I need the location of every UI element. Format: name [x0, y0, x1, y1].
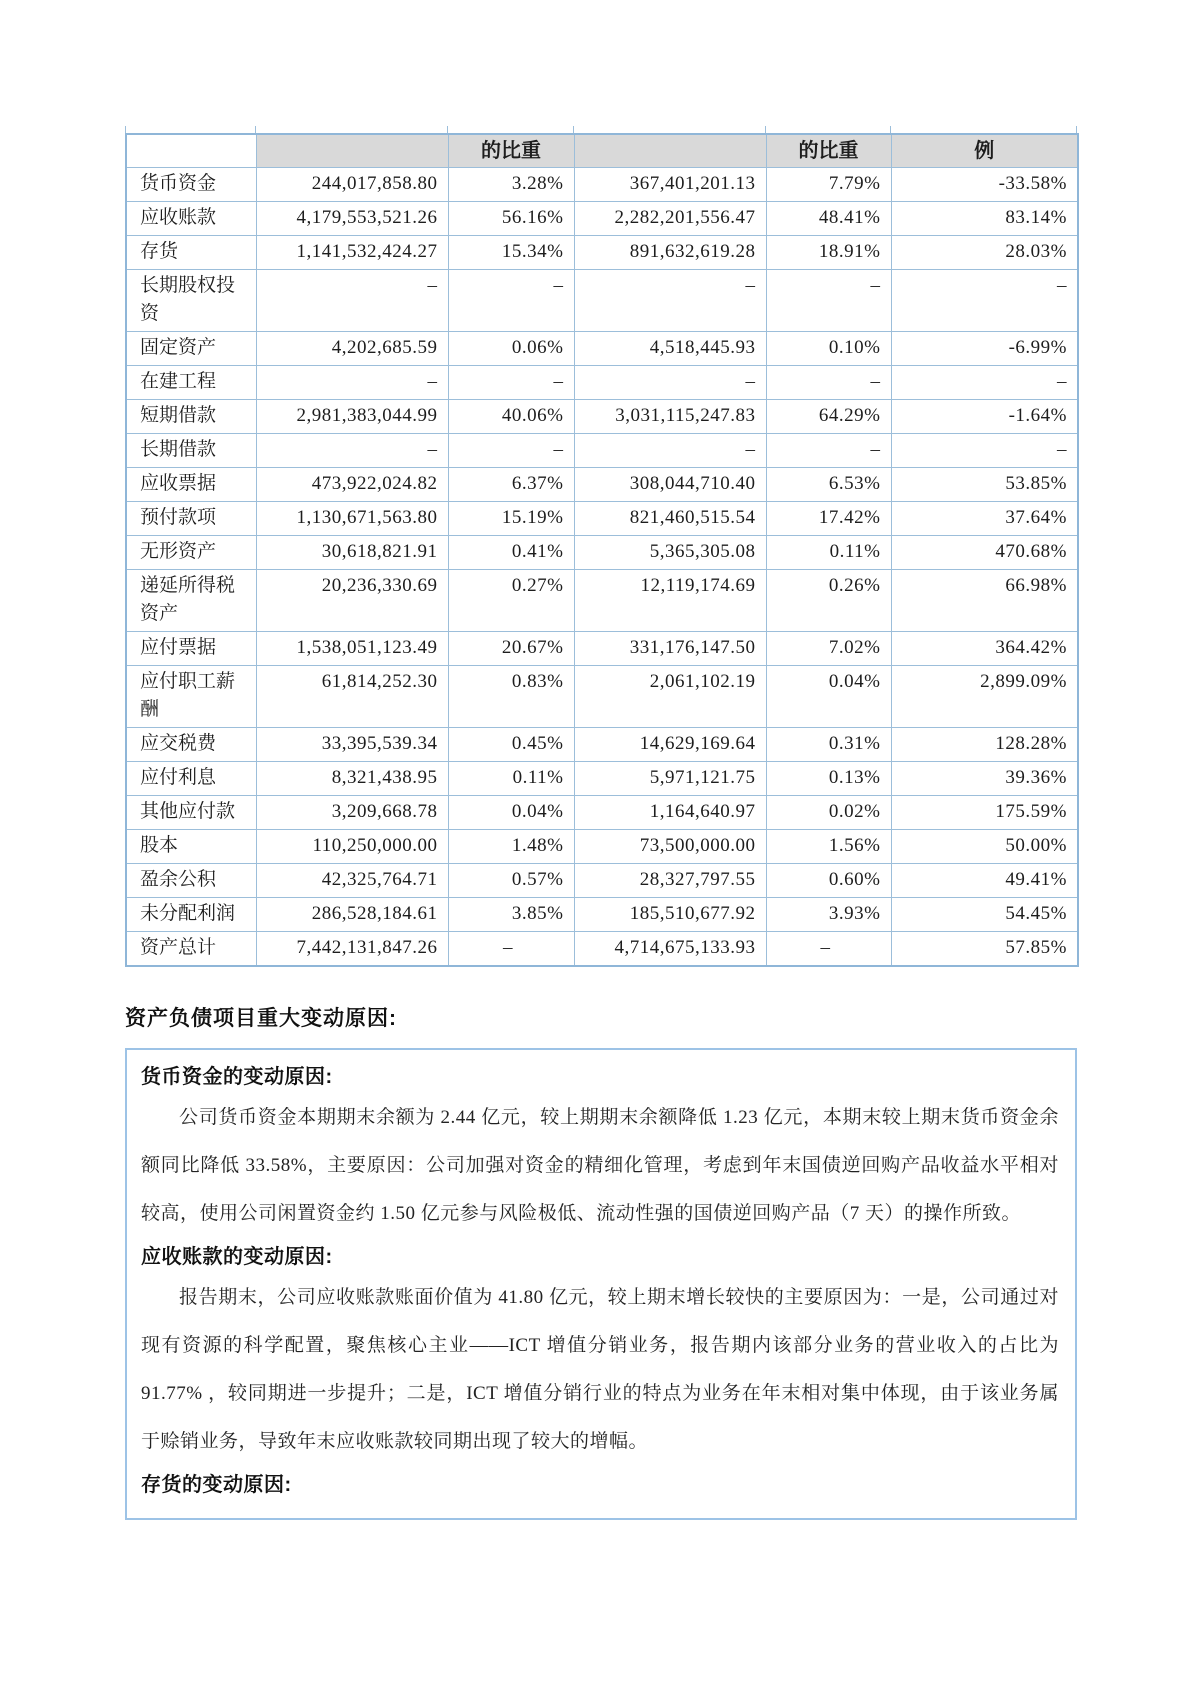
row-value: 0.11%: [448, 762, 574, 796]
table-row: [126, 202, 1078, 236]
row-label: 长期借款: [126, 434, 256, 468]
row-label: 预付款项: [126, 502, 256, 536]
table-row-total: [126, 932, 1078, 967]
row-value: 7.79%: [766, 168, 891, 202]
row-value: 28,327,797.55: [574, 864, 766, 898]
row-label: 股本: [126, 830, 256, 864]
row-label: 无形资产: [126, 536, 256, 570]
row-value: 0.02%: [766, 796, 891, 830]
row-label: 短期借款: [126, 400, 256, 434]
row-label: 应收账款: [126, 202, 256, 236]
row-value: –: [574, 434, 766, 468]
row-value: 331,176,147.50: [574, 632, 766, 666]
row-value: 3,031,115,247.83: [574, 400, 766, 434]
reason-subheading: 应收账款的变动原因:: [141, 1246, 333, 1268]
row-value: –: [891, 434, 1078, 468]
table-row: [126, 830, 1078, 864]
row-value: 1,141,532,424.27: [256, 236, 448, 270]
asset-table-body: [126, 168, 1078, 967]
reason-subheading: 货币资金的变动原因:: [141, 1066, 333, 1088]
reason-subheading: 存货的变动原因:: [141, 1474, 292, 1496]
row-value: –: [766, 932, 891, 967]
row-value: –: [766, 366, 891, 400]
balance-sheet-table: [125, 133, 1079, 967]
row-label: 货币资金: [126, 168, 256, 202]
row-value: 14,629,169.64: [574, 728, 766, 762]
table-row: [126, 762, 1078, 796]
row-value: 1,538,051,123.49: [256, 632, 448, 666]
row-label: 固定资产: [126, 332, 256, 366]
row-label: 应付利息: [126, 762, 256, 796]
row-label: 存货: [126, 236, 256, 270]
row-value: 286,528,184.61: [256, 898, 448, 932]
row-value: –: [448, 270, 574, 332]
table-row: [126, 400, 1078, 434]
row-value: -6.99%: [891, 332, 1078, 366]
row-value: –: [891, 270, 1078, 332]
row-value: 0.41%: [448, 536, 574, 570]
row-value: 56.16%: [448, 202, 574, 236]
table-row: [126, 728, 1078, 762]
row-value: –: [766, 434, 891, 468]
row-value: 18.91%: [766, 236, 891, 270]
section-title: 资产负债项目重大变动原因:: [125, 1007, 397, 1030]
row-value: 1,164,640.97: [574, 796, 766, 830]
row-value: 40.06%: [448, 400, 574, 434]
table-row: [126, 270, 1078, 332]
row-value: 1.48%: [448, 830, 574, 864]
header-cell-blank: [126, 134, 256, 168]
row-value: 367,401,201.13: [574, 168, 766, 202]
row-value: 49.41%: [891, 864, 1078, 898]
row-value: 175.59%: [891, 796, 1078, 830]
row-label: 应付票据: [126, 632, 256, 666]
row-value: –: [766, 270, 891, 332]
table-row: [126, 632, 1078, 666]
row-value: –: [574, 270, 766, 332]
row-label: 长期股权投资: [126, 270, 256, 332]
header-cell-amount-prior: [574, 134, 766, 168]
row-value: 64.29%: [766, 400, 891, 434]
row-value: 0.45%: [448, 728, 574, 762]
row-value: 2,282,201,556.47: [574, 202, 766, 236]
table-row: [126, 864, 1078, 898]
row-value: 42,325,764.71: [256, 864, 448, 898]
row-value: 37.64%: [891, 502, 1078, 536]
row-value: 7.02%: [766, 632, 891, 666]
row-value: –: [448, 366, 574, 400]
row-value: 33,395,539.34: [256, 728, 448, 762]
row-label: 其他应付款: [126, 796, 256, 830]
row-value: 821,460,515.54: [574, 502, 766, 536]
row-value: 4,202,685.59: [256, 332, 448, 366]
row-value: 7,442,131,847.26: [256, 932, 448, 967]
table-row: [126, 898, 1078, 932]
row-value: 50.00%: [891, 830, 1078, 864]
row-value: 0.11%: [766, 536, 891, 570]
row-label: 未分配利润: [126, 898, 256, 932]
row-value: -1.64%: [891, 400, 1078, 434]
row-label: 在建工程: [126, 366, 256, 400]
row-value: 2,061,102.19: [574, 666, 766, 728]
row-value: 244,017,858.80: [256, 168, 448, 202]
row-value: 30,618,821.91: [256, 536, 448, 570]
table-row: [126, 536, 1078, 570]
row-label: 应付职工薪酬: [126, 666, 256, 728]
row-value: 185,510,677.92: [574, 898, 766, 932]
row-value: 5,365,305.08: [574, 536, 766, 570]
table-row: [126, 502, 1078, 536]
row-value: 470.68%: [891, 536, 1078, 570]
header-cell-ratio-prior: 的比重: [766, 134, 891, 168]
table-clipped-grid-stubs: [125, 126, 1077, 133]
row-value: 8,321,438.95: [256, 762, 448, 796]
table-row: [126, 236, 1078, 270]
row-value: 20,236,330.69: [256, 570, 448, 632]
row-value: 15.19%: [448, 502, 574, 536]
reasons-box: [125, 1048, 1077, 1520]
row-value: 54.45%: [891, 898, 1078, 932]
row-value: –: [448, 932, 574, 967]
row-value: –: [574, 366, 766, 400]
table-row: [126, 332, 1078, 366]
table-header-row: [126, 134, 1078, 168]
row-value: 66.98%: [891, 570, 1078, 632]
table-row: [126, 468, 1078, 502]
table-row: [126, 570, 1078, 632]
table-row: [126, 168, 1078, 202]
row-value: 4,179,553,521.26: [256, 202, 448, 236]
row-value: 17.42%: [766, 502, 891, 536]
row-value: 3.93%: [766, 898, 891, 932]
row-value: 83.14%: [891, 202, 1078, 236]
row-value: 0.57%: [448, 864, 574, 898]
row-label: 盈余公积: [126, 864, 256, 898]
row-value: 61,814,252.30: [256, 666, 448, 728]
row-value: 0.04%: [448, 796, 574, 830]
row-value: 128.28%: [891, 728, 1078, 762]
row-value: 0.60%: [766, 864, 891, 898]
row-value: –: [256, 270, 448, 332]
table-row: [126, 434, 1078, 468]
row-value: 364.42%: [891, 632, 1078, 666]
row-value: 20.67%: [448, 632, 574, 666]
row-value: 53.85%: [891, 468, 1078, 502]
row-value: –: [448, 434, 574, 468]
table-row: [126, 796, 1078, 830]
row-value: 0.27%: [448, 570, 574, 632]
row-label: 资产总计: [126, 932, 256, 967]
row-value: 2,981,383,044.99: [256, 400, 448, 434]
table-row: [126, 666, 1078, 728]
reason-paragraph: 报告期末，公司应收账款账面价值为 41.80 亿元，较上期末增长较快的主要原因为：一是，公司通过对现有资源的科学配置，聚焦核心主业——ICT 增值分销业务，报告期内该部分业务的营业收入的占比为 91.77% ，较同期进一步提升；二是，ICT 增值分销行业的特点为业务在年末相对集中体现，由于该业务属于赊销业务，导致年末应收账款较同期出现了较大的增幅。: [141, 1287, 1059, 1452]
table-row: [126, 366, 1078, 400]
row-value: 0.10%: [766, 332, 891, 366]
row-value: 308,044,710.40: [574, 468, 766, 502]
row-value: 15.34%: [448, 236, 574, 270]
row-value: –: [891, 366, 1078, 400]
row-value: 57.85%: [891, 932, 1078, 967]
row-value: -33.58%: [891, 168, 1078, 202]
row-value: 2,899.09%: [891, 666, 1078, 728]
row-value: 6.37%: [448, 468, 574, 502]
row-value: 48.41%: [766, 202, 891, 236]
row-value: –: [256, 434, 448, 468]
row-value: 6.53%: [766, 468, 891, 502]
row-value: 39.36%: [891, 762, 1078, 796]
row-value: 3,209,668.78: [256, 796, 448, 830]
row-value: 1,130,671,563.80: [256, 502, 448, 536]
header-cell-change: 例: [891, 134, 1078, 168]
row-value: 473,922,024.82: [256, 468, 448, 502]
row-label: 应交税费: [126, 728, 256, 762]
header-cell-ratio-current: 的比重: [448, 134, 574, 168]
row-label: 递延所得税资产: [126, 570, 256, 632]
row-value: 12,119,174.69: [574, 570, 766, 632]
row-value: 1.56%: [766, 830, 891, 864]
row-value: 0.26%: [766, 570, 891, 632]
row-value: 0.06%: [448, 332, 574, 366]
row-label: 应收票据: [126, 468, 256, 502]
row-value: 3.28%: [448, 168, 574, 202]
row-value: 0.04%: [766, 666, 891, 728]
row-value: 110,250,000.00: [256, 830, 448, 864]
row-value: 4,714,675,133.93: [574, 932, 766, 967]
row-value: 0.83%: [448, 666, 574, 728]
header-cell-amount-current: [256, 134, 448, 168]
reason-paragraph: 公司货币资金本期期末余额为 2.44 亿元，较上期期末余额降低 1.23 亿元，本期末较上期末货币资金余额同比降低 33.58%，主要原因：公司加强对资金的精细化管理，考虑到年末国债逆回购产品收益水平相对较高，使用公司闲置资金约 1.50 亿元参与风险极低、流动性强的国债逆回购产品（7 天）的操作所致。: [141, 1107, 1059, 1224]
row-value: 891,632,619.28: [574, 236, 766, 270]
row-value: 28.03%: [891, 236, 1078, 270]
row-value: 0.13%: [766, 762, 891, 796]
row-value: 5,971,121.75: [574, 762, 766, 796]
row-value: 4,518,445.93: [574, 332, 766, 366]
row-value: 73,500,000.00: [574, 830, 766, 864]
row-value: 3.85%: [448, 898, 574, 932]
row-value: –: [256, 366, 448, 400]
row-value: 0.31%: [766, 728, 891, 762]
